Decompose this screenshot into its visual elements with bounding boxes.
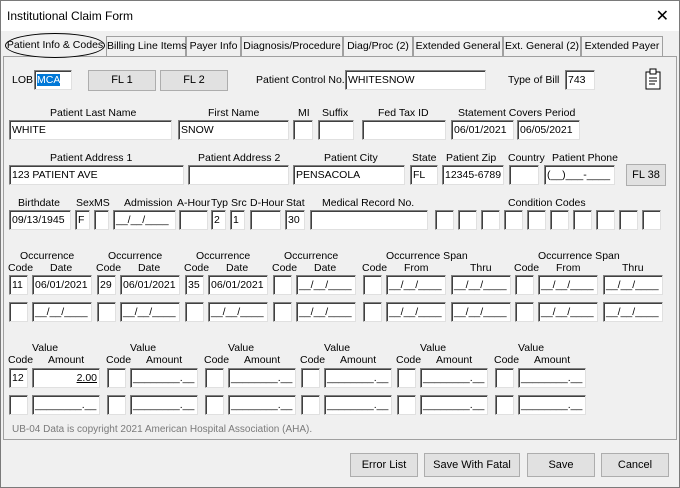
last-name-field[interactable]: WHITE	[9, 120, 172, 140]
occurrence-span-header-2: Occurrence Span	[538, 250, 620, 262]
occ-code-7[interactable]	[185, 302, 204, 322]
birthdate-label: Birthdate	[18, 197, 61, 209]
occ-code-3[interactable]: 35	[185, 275, 204, 295]
condition-code-3[interactable]	[481, 210, 500, 230]
fedtax-field[interactable]	[362, 120, 446, 140]
occ-code-label-1: Code	[8, 262, 34, 274]
zip-field[interactable]: 12345-6789	[442, 165, 504, 185]
phone-field[interactable]: (__)___-____	[544, 165, 615, 185]
occurrence-span-header-1: Occurrence Span	[386, 250, 468, 262]
cancel-button[interactable]: Cancel	[601, 453, 669, 477]
val-code-label-3: Code	[204, 354, 230, 366]
value-code-10[interactable]	[301, 395, 320, 415]
value-amount-10[interactable]: ________.__	[324, 395, 392, 415]
tab-strip	[3, 33, 679, 57]
value-code-7[interactable]	[9, 395, 28, 415]
occ-date-label-3: Date	[226, 262, 249, 274]
sex-label: Sex	[76, 197, 95, 209]
value-header-4: Value	[324, 342, 351, 354]
fl38-button[interactable]: FL 38	[626, 164, 666, 186]
condition-codes-label: Condition Codes	[508, 197, 586, 209]
value-code-4[interactable]	[301, 368, 320, 388]
value-header-6: Value	[518, 342, 545, 354]
occ-code-6[interactable]	[97, 302, 116, 322]
mrn-field[interactable]	[310, 210, 428, 230]
src-label: Src	[231, 197, 247, 209]
tab-diagnosis-procedure[interactable]: Diagnosis/Procedure	[241, 36, 343, 57]
occ-date-7[interactable]: __/__/____	[208, 302, 268, 322]
first-name-field[interactable]: SNOW	[178, 120, 289, 140]
typ-label: Typ	[211, 197, 228, 209]
occ-code-5[interactable]	[9, 302, 28, 322]
span-from-1[interactable]: __/__/____	[386, 275, 446, 295]
title-bar	[1, 1, 679, 31]
state-field[interactable]: FL	[410, 165, 438, 185]
addr1-field[interactable]: 123 PATIENT AVE	[9, 165, 184, 185]
val-code-label-2: Code	[106, 354, 132, 366]
occ-date-6[interactable]: __/__/____	[120, 302, 180, 322]
span-thru-label-2: Thru	[622, 262, 644, 274]
occ-date-2[interactable]: 06/01/2021	[120, 275, 180, 295]
span-code-1[interactable]	[363, 275, 382, 295]
suffix-field[interactable]	[318, 120, 354, 140]
lob-label: LOB	[12, 74, 34, 86]
span-thru-4[interactable]: __/__/____	[603, 302, 663, 322]
addr1-label: Patient Address 1	[50, 152, 133, 164]
lob-value: MCA	[37, 74, 61, 86]
condition-code-8[interactable]	[596, 210, 615, 230]
value-amount-5[interactable]: ________.__	[420, 368, 488, 388]
addr2-field[interactable]	[188, 165, 289, 185]
val-code-label-4: Code	[300, 354, 326, 366]
value-amount-6[interactable]: ________.__	[518, 368, 586, 388]
value-code-9[interactable]	[205, 395, 224, 415]
value-amount-12[interactable]: ________.__	[518, 395, 586, 415]
sex-field[interactable]: F	[75, 210, 90, 230]
span-code-2[interactable]	[515, 275, 534, 295]
mi-field[interactable]	[293, 120, 313, 140]
zip-label: Patient Zip	[446, 152, 497, 164]
occ-code-label-3: Code	[184, 262, 210, 274]
span-thru-3[interactable]: __/__/____	[451, 302, 511, 322]
admission-field[interactable]: __/__/____	[113, 210, 176, 230]
addr2-label: Patient Address 2	[198, 152, 281, 164]
occ-code-1[interactable]: 11	[9, 275, 28, 295]
val-amount-label-2: Amount	[146, 354, 183, 366]
birthdate-field[interactable]: 09/13/1945	[9, 210, 71, 230]
condition-code-7[interactable]	[573, 210, 592, 230]
span-code-3[interactable]	[363, 302, 382, 322]
country-field[interactable]	[509, 165, 539, 185]
src-field[interactable]: 1	[230, 210, 245, 230]
close-icon[interactable]: ✕	[655, 8, 669, 25]
ms-field[interactable]	[94, 210, 109, 230]
val-code-label-1: Code	[8, 354, 34, 366]
fl2-button[interactable]: FL 2	[160, 70, 228, 91]
occ-code-label-2: Code	[96, 262, 122, 274]
occ-date-1[interactable]: 06/01/2021	[32, 275, 92, 295]
occurrence-header-3: Occurrence	[196, 250, 251, 262]
clipboard-icon[interactable]	[644, 68, 662, 90]
val-amount-label-6: Amount	[534, 354, 571, 366]
tab-patient-info-codes[interactable]: Patient Info & Codes	[5, 33, 105, 58]
dhour-label: D-Hour	[250, 197, 284, 209]
occ-date-label-1: Date	[50, 262, 73, 274]
value-code-6[interactable]	[495, 368, 514, 388]
error-list-button[interactable]: Error List	[350, 453, 418, 477]
value-code-8[interactable]	[107, 395, 126, 415]
save-with-fatal-button[interactable]: Save With Fatal	[424, 453, 520, 477]
value-header-1: Value	[32, 342, 59, 354]
occ-code-2[interactable]: 29	[97, 275, 116, 295]
value-header-3: Value	[228, 342, 255, 354]
window-title: Institutional Claim Form	[7, 9, 134, 23]
ahour-field[interactable]	[179, 210, 208, 230]
span-code-4[interactable]	[515, 302, 534, 322]
condition-code-4[interactable]	[504, 210, 523, 230]
span-code-label-1: Code	[362, 262, 388, 274]
occurrence-header-1: Occurrence	[20, 250, 75, 262]
occ-date-5[interactable]: __/__/____	[32, 302, 92, 322]
value-amount-4[interactable]: ________.__	[324, 368, 392, 388]
span-thru-2[interactable]: __/__/____	[603, 275, 663, 295]
statement-from-field[interactable]: 06/01/2021	[451, 120, 514, 140]
span-code-label-2: Code	[514, 262, 540, 274]
occ-code-label-4: Code	[272, 262, 298, 274]
occurrence-header-2: Occurrence	[108, 250, 163, 262]
val-code-label-5: Code	[396, 354, 422, 366]
val-amount-label-4: Amount	[340, 354, 377, 366]
value-amount-7[interactable]: ________.__	[32, 395, 100, 415]
value-amount-11[interactable]: ________.__	[420, 395, 488, 415]
condition-code-9[interactable]	[619, 210, 638, 230]
tab-payer-info[interactable]: Payer Info	[186, 36, 241, 57]
span-thru-label-1: Thru	[470, 262, 492, 274]
first-name-label: First Name	[208, 107, 260, 119]
condition-code-10[interactable]	[642, 210, 661, 230]
ahour-label: A-Hour	[177, 197, 211, 209]
occ-date-3[interactable]: 06/01/2021	[208, 275, 268, 295]
value-code-5[interactable]	[397, 368, 416, 388]
condition-code-6[interactable]	[550, 210, 569, 230]
tob-label: Type of Bill	[508, 74, 560, 86]
value-amount-8[interactable]: ________.__	[130, 395, 198, 415]
occ-date-4[interactable]: __/__/____	[296, 275, 356, 295]
occ-code-4[interactable]	[273, 275, 292, 295]
city-field[interactable]: PENSACOLA	[293, 165, 405, 185]
value-amount-1[interactable]	[32, 368, 100, 388]
tab-ext-general-2[interactable]: Ext. General (2)	[503, 36, 581, 57]
val-amount-label-1: Amount	[48, 354, 85, 366]
condition-code-1[interactable]	[435, 210, 454, 230]
occ-code-8[interactable]	[273, 302, 292, 322]
suffix-label: Suffix	[322, 107, 349, 119]
value-code-2[interactable]	[107, 368, 126, 388]
tab-diag-proc-2[interactable]: Diag/Proc (2)	[343, 36, 413, 57]
statement-thru-field[interactable]: 06/05/2021	[517, 120, 580, 140]
tab-extended-payer[interactable]: Extended Payer	[581, 36, 663, 57]
value-amount-2[interactable]: ________.__	[130, 368, 198, 388]
occ-date-8[interactable]: __/__/____	[296, 302, 356, 322]
phone-label: Patient Phone	[552, 152, 618, 164]
save-button[interactable]: Save	[527, 453, 595, 477]
span-from-2[interactable]: __/__/____	[538, 275, 598, 295]
span-from-3[interactable]: __/__/____	[386, 302, 446, 322]
last-name-label: Patient Last Name	[50, 107, 137, 119]
ms-label: MS	[94, 197, 110, 209]
occurrence-header-4: Occurrence	[284, 250, 339, 262]
tab-extended-general[interactable]: Extended General	[413, 36, 503, 57]
span-from-4[interactable]: __/__/____	[538, 302, 598, 322]
value-amount-3[interactable]: ________.__	[228, 368, 296, 388]
span-thru-1[interactable]: __/__/____	[451, 275, 511, 295]
occ-date-label-2: Date	[138, 262, 161, 274]
stat-field[interactable]: 30	[285, 210, 305, 230]
fedtax-label: Fed Tax ID	[378, 107, 429, 119]
fl1-button[interactable]: FL 1	[88, 70, 156, 91]
pcn-field[interactable]: WHITESNOW	[345, 70, 486, 90]
copyright-notice: UB-04 Data is copyright 2021 American Hospital Association (AHA).	[12, 424, 313, 435]
occ-date-label-4: Date	[314, 262, 337, 274]
value-amount-9[interactable]: ________.__	[228, 395, 296, 415]
pcn-label: Patient Control No.	[256, 74, 345, 86]
val-amount-label-5: Amount	[436, 354, 473, 366]
admission-label: Admission	[124, 197, 173, 209]
country-label: Country	[508, 152, 545, 164]
val-code-label-6: Code	[494, 354, 520, 366]
state-label: State	[412, 152, 437, 164]
value-code-12[interactable]	[495, 395, 514, 415]
value-code-11[interactable]	[397, 395, 416, 415]
condition-code-2[interactable]	[458, 210, 477, 230]
value-header-2: Value	[130, 342, 157, 354]
span-from-label-2: From	[556, 262, 581, 274]
city-label: Patient City	[324, 152, 378, 164]
value-code-1[interactable]: 12	[9, 368, 28, 388]
tob-field[interactable]: 743	[565, 70, 595, 90]
val-amount-label-3: Amount	[244, 354, 281, 366]
lob-field[interactable]	[34, 70, 72, 90]
value-header-5: Value	[420, 342, 447, 354]
value-code-3[interactable]	[205, 368, 224, 388]
dhour-field[interactable]	[250, 210, 281, 230]
value-amount-1-text: 2.00	[76, 372, 97, 384]
typ-field[interactable]: 2	[211, 210, 226, 230]
mi-label: MI	[298, 107, 310, 119]
condition-code-5[interactable]	[527, 210, 546, 230]
patient-info-panel	[3, 56, 677, 440]
statement-period-label: Statement Covers Period	[458, 107, 576, 119]
tab-billing-line-items[interactable]: Billing Line Items	[106, 36, 186, 57]
span-from-label-1: From	[404, 262, 429, 274]
mrn-label: Medical Record No.	[322, 197, 415, 209]
stat-label: Stat	[286, 197, 305, 209]
